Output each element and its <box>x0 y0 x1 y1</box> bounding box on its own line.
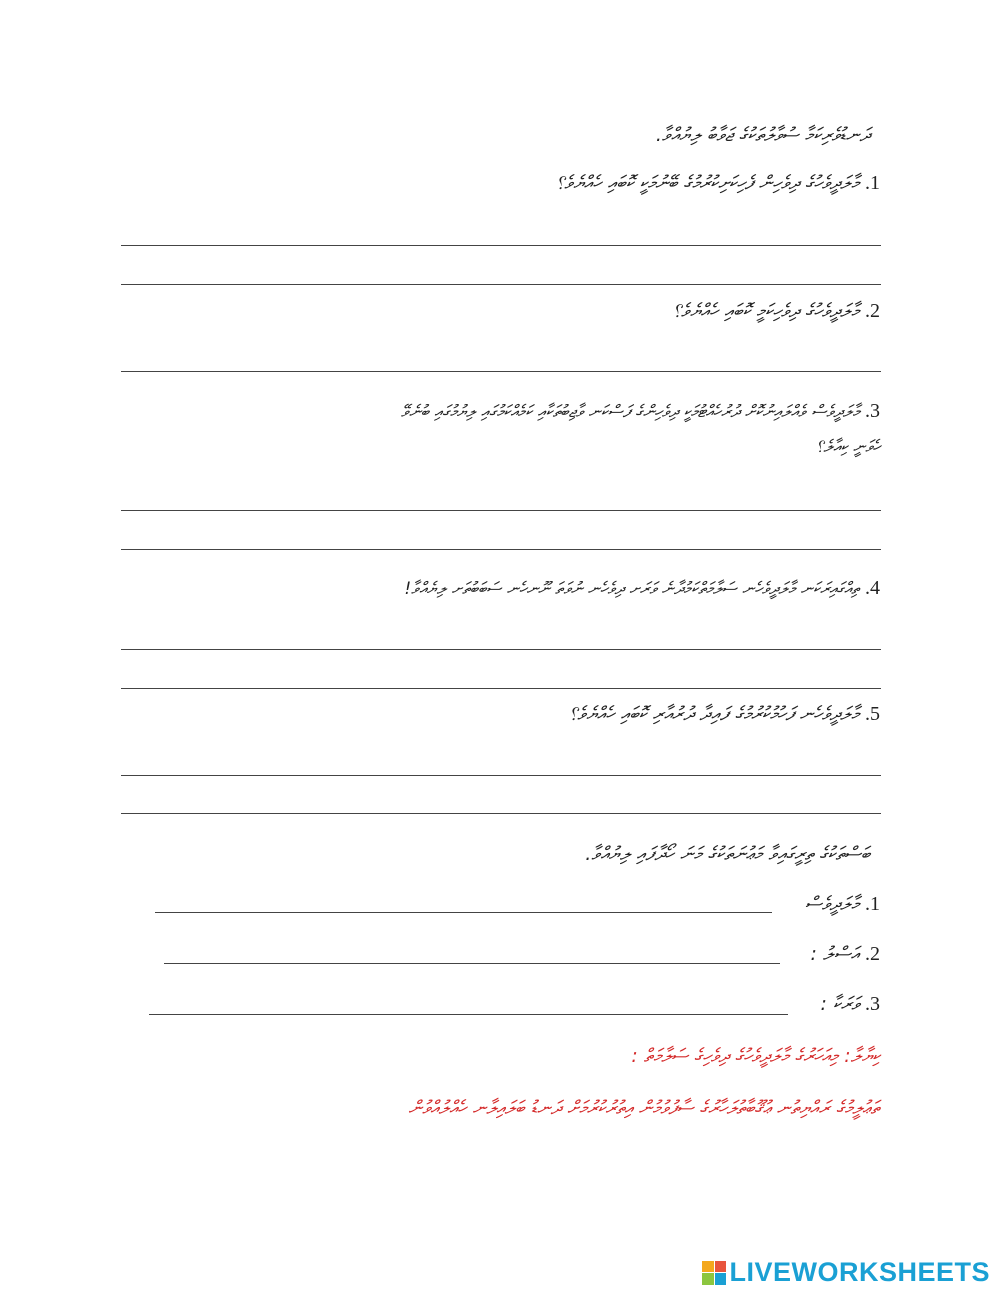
item-term: މާލަދީވެސް <box>804 893 859 915</box>
logo-icon-square <box>702 1261 714 1273</box>
instruction-title: ދަނޑުވެރިކަމާ ސުވާލުތަކުގެ ޖަވާބު ލިޔުއްވާ. <box>655 124 870 146</box>
logo-text: LIVEWORKSHEETS <box>729 1257 990 1287</box>
answer-line-3a[interactable] <box>121 510 881 511</box>
logo-icon-square <box>702 1273 714 1285</box>
vocab-answer-line-2[interactable] <box>164 963 780 964</box>
vocab-item-1 <box>805 893 880 916</box>
question-5 <box>569 703 880 726</box>
logo-icon-square <box>715 1273 727 1285</box>
vocab-answer-line-3[interactable] <box>149 1014 788 1015</box>
answer-line-4a[interactable] <box>121 649 881 650</box>
answer-line-4b[interactable] <box>121 688 881 689</box>
question-number: 4. <box>865 577 880 599</box>
answer-line-1b[interactable] <box>121 284 881 285</box>
question-number: 1. <box>865 172 880 194</box>
item-term: އަސްލު : <box>810 943 859 965</box>
liveworksheets-logo <box>702 1257 990 1288</box>
item-term: ވަރަކާ : <box>820 993 859 1015</box>
item-number: 2. <box>865 943 880 965</box>
question-text: ތިއްގައިރަކަނ މާލަދީވެހެނ ސަލާމަތްކަމުދާނެ ވަރަށ ދިވެހެނ ނުވަތަ ނޫނހެނ ސަބަބުތަށ ލިޔެއްވާ! <box>404 579 860 599</box>
vocab-answer-line-1[interactable] <box>155 912 772 913</box>
question-number: 5. <box>865 703 880 725</box>
question-number: 3. <box>865 400 880 422</box>
section-2-title: ބަސްތަކުގެ ތިރީގައިވާ މަޢުނަތަކުގެ މަނަ ހޯދާފައި ލިޔުއްވާ. <box>585 843 870 865</box>
logo-icon-square <box>715 1261 727 1273</box>
vocab-item-2 <box>810 943 880 966</box>
question-text: މާލަދީވެސް ވެއްލައިނުކޮށް ދުރުހެއްޓުމަކީ ދިވެހިންގެ ފަސްކަނ ވާޖިބުތަކާއި ކަމެއްކަމުގައި ލިޔުމުގައި ބުނެވޭ <box>400 402 860 422</box>
answer-line-1a[interactable] <box>121 245 881 246</box>
question-2 <box>673 300 880 323</box>
item-number: 1. <box>865 893 880 915</box>
answer-line-5a[interactable] <box>121 775 881 776</box>
note-line-1: ކިޔާލާ: މިއަހަރުގެ މާލަދީވެހުގެ ދިވެހިގެ ސަލާމަތް : <box>631 1045 880 1067</box>
question-3 <box>401 400 880 423</box>
question-4 <box>404 577 880 600</box>
question-text: މާލަދީވެހުގެ ދިވެހިން ފެހިކަށިކުރުމުގެ ބޭނުމަކީ ކޮބައި ހެއްޔެވެ؟ <box>555 172 859 194</box>
item-number: 3. <box>865 993 880 1015</box>
question-text: މާލަދީވެހެނ ފަހުމުކުރުމުގެ ފައިދާ ދުރުއާރި ކޮބައި ހެއްޔެވެ؟ <box>568 703 859 725</box>
vocab-item-3 <box>820 993 880 1016</box>
question-3-continued: ހެވަނީ ކިއާލެ؟ <box>815 437 880 457</box>
question-text: މާލަދީވެހުގެ ދިވެހިކަމީ ކޮބައި ހެއްޔެވެ؟ <box>672 300 859 322</box>
answer-line-2[interactable] <box>121 371 881 372</box>
question-number: 2. <box>865 300 880 322</box>
answer-line-3b[interactable] <box>121 549 881 550</box>
note-line-2: ތަޢުލީމުގެ ރައްޔިތުނ ޢުޤޫބާތުލަހާރުގެ ސާފުވުމުން އިތުރުކުރުމަށް ދަނޑު ބަލައިލާނ ހެއްލުއްވުން <box>408 1097 880 1119</box>
logo-icon <box>702 1261 726 1285</box>
question-1 <box>556 172 880 195</box>
answer-line-5b[interactable] <box>121 813 881 814</box>
